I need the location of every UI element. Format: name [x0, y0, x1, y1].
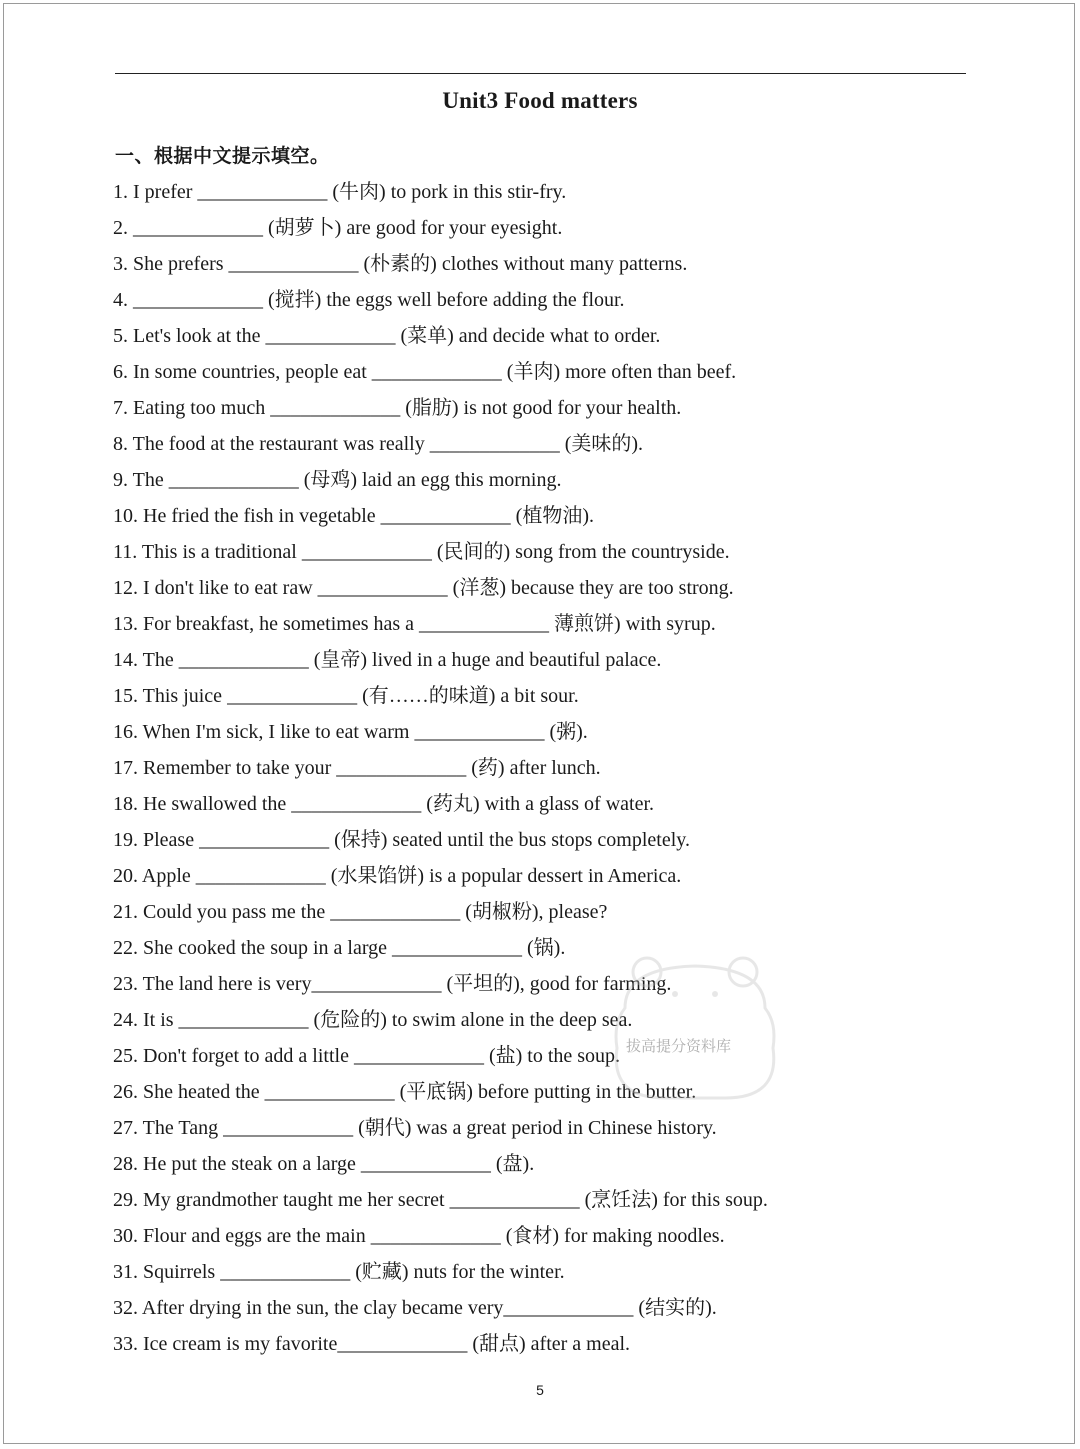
question-item: 16. When I'm sick, I like to eat warm _____________ (粥).: [113, 721, 588, 743]
question-list: [113, 175, 973, 1363]
question-item: 14. The _____________ (皇帝) lived in a huge and beautiful palace.: [113, 649, 662, 671]
question-item: 2. _____________ (胡萝卜) are good for your eyesight.: [113, 217, 563, 239]
question-item: 19. Please _____________ (保持) seated until the bus stops completely.: [113, 829, 690, 851]
question-item: 28. He put the steak on a large _____________ (盘).: [113, 1153, 535, 1175]
question-item: 11. This is a traditional _____________ (民间的) song from the countryside.: [113, 541, 730, 563]
question-item: 21. Could you pass me the _____________ (胡椒粉), please?: [113, 901, 608, 923]
question-item: 24. It is _____________ (危险的) to swim alone in the deep sea.: [113, 1009, 633, 1031]
question-item: 30. Flour and eggs are the main _____________ (食材) for making noodles.: [113, 1225, 725, 1247]
page-number: 5: [536, 1382, 544, 1398]
question-item: 25. Don't forget to add a little _____________ (盐) to the soup.: [113, 1045, 621, 1067]
question-item: 18. He swallowed the _____________ (药丸) with a glass of water.: [113, 793, 655, 815]
question-item: 17. Remember to take your _____________ (药) after lunch.: [113, 757, 601, 779]
question-item: 33. Ice cream is my favorite_____________ (甜点) after a meal.: [113, 1333, 631, 1355]
question-item: 8. The food at the restaurant was really _____________ (美味的).: [113, 433, 644, 455]
page-title: Unit3 Food matters: [442, 88, 638, 113]
question-item: 5. Let's look at the _____________ (菜单) and decide what to order.: [113, 325, 661, 347]
question-item: 32. After drying in the sun, the clay became very_____________ (结实的).: [113, 1297, 717, 1319]
question-item: 27. The Tang _____________ (朝代) was a great period in Chinese history.: [113, 1117, 717, 1139]
header-rule: [115, 73, 966, 74]
question-item: 20. Apple _____________ (水果馅饼) is a popular dessert in America.: [113, 865, 682, 887]
question-item: 6. In some countries, people eat _____________ (羊肉) more often than beef.: [113, 361, 737, 383]
question-item: 12. I don't like to eat raw _____________ (洋葱) because they are too strong.: [113, 577, 734, 599]
question-item: 22. She cooked the soup in a large _____________ (锅).: [113, 937, 566, 959]
question-item: 31. Squirrels _____________ (贮藏) nuts for the winter.: [113, 1261, 565, 1283]
question-item: 9. The _____________ (母鸡) laid an egg this morning.: [113, 469, 562, 491]
watermark-text: 拔高提分资料库: [626, 1037, 732, 1055]
question-item: 23. The land here is very_____________ (平坦的), good for farming.: [113, 973, 672, 995]
question-item: 3. She prefers _____________ (朴素的) clothes without many patterns.: [113, 253, 688, 275]
section-heading: 一、根据中文提示填空。: [115, 145, 330, 167]
question-item: 13. For breakfast, he sometimes has a _____________ 薄煎饼) with syrup.: [113, 613, 716, 635]
question-item: 10. He fried the fish in vegetable _____________ (植物油).: [113, 505, 595, 527]
question-item: 29. My grandmother taught me her secret _____________ (烹饪法) for this soup.: [113, 1189, 768, 1211]
question-item: 15. This juice _____________ (有……的味道) a bit sour.: [113, 685, 579, 707]
question-item: 4. _____________ (搅拌) the eggs well before adding the flour.: [113, 289, 625, 311]
question-item: 26. She heated the _____________ (平底锅) before putting in the butter.: [113, 1081, 697, 1103]
bear-watermark-icon: [605, 948, 785, 1108]
question-item: 1. I prefer _____________ (牛肉) to pork in this stir-fry.: [113, 181, 567, 203]
question-item: 7. Eating too much _____________ (脂肪) is not good for your health.: [113, 397, 682, 419]
